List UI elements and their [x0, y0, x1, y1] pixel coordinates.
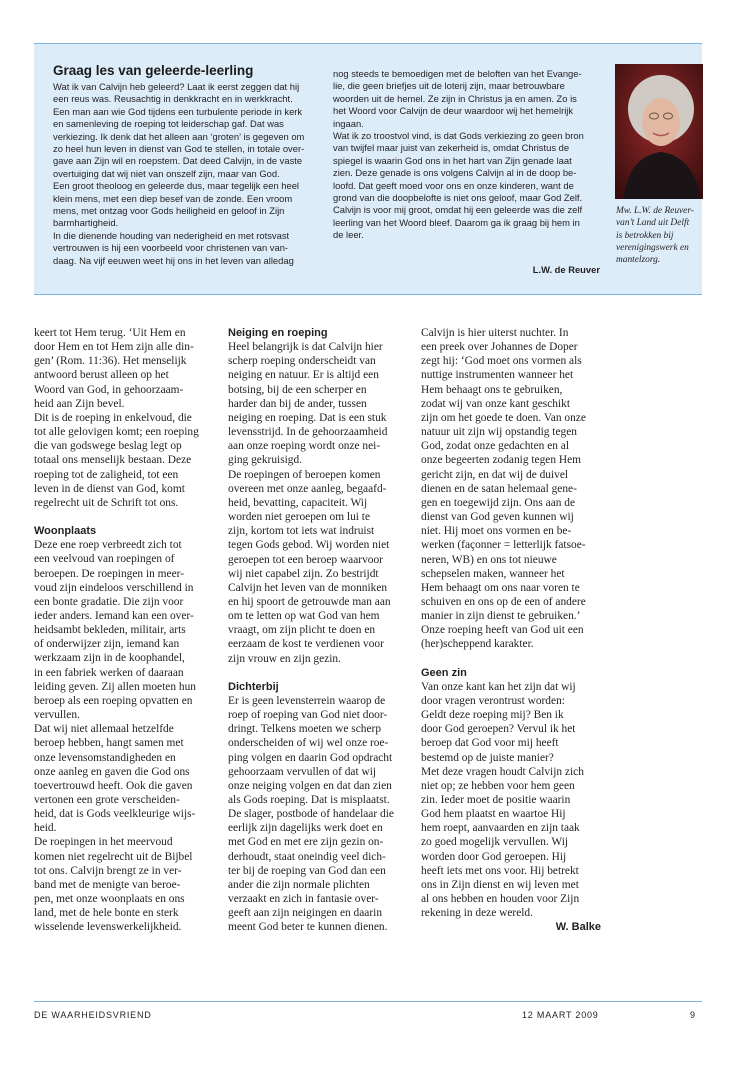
text-line: Calvijn het leven van de monniken: [228, 581, 388, 594]
text-line: schepselen maken, wanneer het: [421, 567, 565, 580]
text-line: De roepingen in het meervoud: [34, 836, 173, 849]
text-line: tegen Gods gebod. Wij worden niet: [228, 539, 390, 552]
text-line: Dit is de roeping in enkelvoud, die: [34, 411, 192, 424]
text-line: ons in Zijn dienst en wij leven met: [421, 878, 579, 891]
text-line: worden door God geroepen. Hij: [421, 850, 567, 863]
text-line: lie, die geen briefjes uit de loterij zijn, maar betrouwbare: [333, 80, 565, 92]
paragraph: [228, 340, 408, 666]
text-line: werken (façonner = letterlijk fatsoe-: [421, 539, 586, 552]
text-line: onze neiging volgen en dat dan zien: [228, 779, 392, 792]
text-line: spiegel is waarin God ons in het hart van Zijn genade laat: [333, 154, 572, 166]
text-line: vertrouwen is hij een voorbeeld voor christenen van van-: [53, 242, 289, 254]
photo-caption: [616, 205, 706, 266]
text-line: Wat ik zo troostvol vind, is dat Gods verkiezing zo geen bron: [333, 130, 584, 142]
text-line: het Woord voor Calvijn de deur waardoor wij het hemelrijk: [333, 105, 574, 117]
subheading-dichterbij: Dichterbij: [228, 680, 279, 693]
text-line: een preek over Johannes de Doper: [421, 341, 578, 354]
text-line: beroep als een roeping opvatten en: [34, 694, 193, 707]
text-line: grond van die doopbelofte is niet ons geloof, maar God Zelf.: [333, 192, 583, 204]
text-line: heeft iets met ons voor. Hij betrekt: [421, 864, 579, 877]
text-line: Met deze vragen houdt Calvijn zich: [421, 765, 584, 778]
text-line: onze aanleg en gaven die God ons: [34, 765, 190, 778]
text-line: vertonen een grote verscheiden-: [34, 794, 180, 806]
text-line: als Gods roeping. Dat is misplaatst.: [228, 794, 390, 806]
text-line: komen niet regelrecht uit de Bijbel: [34, 850, 193, 863]
footer-publication: DE WAARHEIDSVRIEND: [34, 1010, 152, 1020]
text-line: toevertrouwd heeft. Ook die gaven: [34, 779, 193, 792]
text-line: overeen met onze aanleg, begaafd-: [228, 482, 387, 495]
text-line: totaal ons menselijk bestaan. Deze: [34, 454, 192, 467]
text-line: onze begeerten zodanig tegen Hem: [421, 454, 582, 467]
text-line: zijn om het goede te doen. Van onze: [421, 411, 586, 424]
text-line: meent God beter te kunnen dienen.: [228, 921, 388, 934]
text-line: tot alle gelovigen komt; een roeping: [34, 426, 199, 439]
text-line: dringt. Telkens moeten we scherp: [228, 723, 382, 736]
text-line: keert tot Hem terug. ‘Uit Hem en: [34, 327, 186, 339]
text-line: Calvijn is hier uiterst nuchter. In: [421, 327, 569, 339]
text-line: neiging en roeping. Dat is een stuk: [228, 411, 387, 424]
box-column-1: [53, 81, 325, 267]
text-line: neren, WB) en ons tot nieuwe: [421, 553, 557, 566]
text-line: om te letten op wat God van hem: [228, 610, 380, 623]
text-line: derhoudt, staat oneindig veel dich-: [228, 850, 386, 863]
box-signature: L.W. de Reuver: [532, 264, 600, 275]
text-line: Er is geen levensterrein waarop de: [228, 694, 386, 707]
article-column-1: [34, 326, 212, 935]
text-line: ingaan.: [333, 117, 364, 129]
text-line: antwoord berust alleen op het: [34, 369, 169, 382]
text-line: roep of roeping van God niet door-: [228, 709, 388, 722]
text-line: van twijfel maar juist van zekerheid is, omdat Christus de: [333, 142, 570, 154]
text-line: onze levensomstandigheden en: [34, 751, 176, 764]
text-line: Geldt deze roeping mij? Ben ik: [421, 709, 564, 722]
text-line: Dat wij niet allemaal hetzelfde: [34, 723, 174, 736]
text-line: band met de menigte van beroe-: [34, 878, 181, 891]
text-line: manier in zijn dienst te gebruiken.’: [421, 610, 581, 623]
text-line: dienen en de satan helemaal gene-: [421, 482, 577, 495]
text-line: leven in de dienst van God, komt: [34, 482, 185, 495]
text-line: voud zijn eindeloos verschillend in: [34, 581, 194, 594]
text-line: door vragen verontrust worden:: [421, 694, 565, 707]
text-line: werkzaam zijn in de koophandel,: [34, 652, 185, 665]
text-line: niet op; ze hebben voor hem geen: [421, 779, 575, 792]
text-line: neiging en natuur. Er is altijd een: [228, 369, 379, 382]
text-line: nog steeds te bemoedigen met de beloften van het Evange-: [333, 68, 582, 79]
text-line: zijn vrouw en zijn gezin.: [228, 652, 341, 665]
text-line: onderscheiden of wij wel onze roe-: [228, 737, 389, 750]
text-line: zo heel hun leven in dienst van God te stellen, in totale over-: [53, 143, 305, 155]
text-line: gave aan Zijn wil en roepstem. Dat deed Calvijn, in de vaste: [53, 155, 303, 167]
text-line: eerlijk zijn dagelijks werk doet en: [228, 822, 383, 835]
text-line: heid, bevatting, capaciteit. Wij: [228, 496, 368, 509]
text-line: heid.: [34, 822, 57, 835]
text-line: De roepingen of beroepen komen: [228, 468, 381, 481]
text-line: zien. Deze genade is ons volgens Calvijn al in de doop be-: [333, 167, 577, 179]
text-line: door God geroepen? Vervul ik het: [421, 723, 576, 736]
text-line: Van onze kant kan het zijn dat wij: [421, 680, 576, 693]
text-line: Hem behaagt ons te gebruiken,: [421, 383, 563, 396]
author-photo: [615, 64, 703, 199]
text-line: ping volgen en daarin God opdracht: [228, 751, 393, 764]
text-line: die van godswege beslag legt op: [34, 440, 182, 453]
text-line: roeping tot de zaligheid, tot een: [34, 468, 179, 481]
text-line: leiding geven. Zij allen moeten hun: [34, 680, 196, 693]
box-title: Graag les van geleerde-leerling: [53, 63, 254, 78]
text-line: is betrokken bij: [616, 230, 674, 241]
text-line: gehoorzaam vervullen of dat wij: [228, 765, 377, 778]
subheading-geen-zin: Geen zin: [421, 666, 467, 679]
text-line: De slager, postbode of handelaar die: [228, 808, 394, 821]
text-line: wij niet capabel zijn. Zo bestrijdt: [228, 567, 379, 580]
text-line: In die dienende houding van nederigheid en met rotsvast: [53, 229, 290, 241]
text-line: leerling van het Woord bleef. Daarom ga ik graag bij hem in: [333, 216, 580, 228]
text-line: schuiven en ons op de een of andere: [421, 595, 586, 608]
text-line: heidsambt bekleden, militair, arts: [34, 624, 186, 637]
subheading-woonplaats: Woonplaats: [34, 525, 97, 538]
text-line: gen’ (Rom. 11:36). Het menselijk: [34, 355, 187, 368]
text-line: of onderwijzer zijn, iemand kan: [34, 638, 180, 651]
text-line: woorden uit de hemel. Ze zijn in Christus ja en amen. Zo is: [333, 92, 577, 104]
text-line: zin. Ieder moet de positie waarin: [421, 794, 571, 806]
text-line: een reus was. Reusachtig in denkkracht en in werkkracht.: [53, 93, 293, 105]
text-line: (her)scheppend karakter.: [421, 638, 534, 651]
text-line: gen en toegewijd zijn. Ons aan de: [421, 496, 576, 509]
text-line: barmhartigheid.: [53, 217, 119, 229]
text-line: met God en met ere zijn gezin on-: [228, 836, 384, 849]
text-line: vraagt, om zijn plicht te doen en: [228, 624, 376, 637]
text-line: mantelzorg.: [616, 255, 661, 266]
footer-date: 12 MAART 2009: [522, 1010, 599, 1020]
text-line: heid, dat is Gods veelkleurige wijs-: [34, 808, 196, 821]
footer-divider: [34, 1001, 702, 1002]
text-line: daag. Na vijf eeuwen weet hij ons in het leven van alledag: [53, 254, 294, 266]
text-line: verkiezing. Ik denk dat het alleen aan ‘groten’ is gegeven om: [53, 130, 305, 142]
text-line: beroepen. De roepingen in meer-: [34, 567, 184, 580]
text-line: verzaakt en zich in fantasie over-: [228, 893, 379, 906]
text-line: wisselende levenswerkelijkheid.: [34, 921, 182, 934]
text-line: regelrecht uit de Schrift tot ons.: [34, 496, 179, 509]
text-line: een bonte gradatie. Die zijn voor: [34, 595, 184, 608]
text-line: tot ons. Calvijn brengt ze in ver-: [34, 864, 182, 877]
text-line: verenigingswerk en: [616, 242, 689, 253]
text-line: geroepen tot een beroep waarvoor: [228, 553, 383, 566]
text-line: dienst van God geven kunnen wij: [421, 511, 574, 524]
paragraph: [421, 326, 601, 652]
text-line: heid aan Zijn bevel.: [34, 397, 125, 410]
text-line: niet. Hij moet ons vormen en be-: [421, 525, 572, 538]
text-line: een veelvoud van roepingen of: [34, 553, 175, 566]
text-line: pen, met onze woonplaats en ons: [34, 893, 185, 906]
text-line: zijn, kortom tot iets wat indruist: [228, 525, 375, 538]
text-line: Calvijn is voor mij groot, omdat hij een geleerde was die zelf: [333, 204, 583, 216]
text-line: God hem plaatst en waartoe Hij: [421, 808, 566, 821]
text-line: Wat ik van Calvijn heb geleerd? Laat ik eerst zeggen dat hij: [53, 81, 300, 92]
text-line: Woord van God, in gehoorzaam-: [34, 383, 184, 396]
text-line: gericht zijn, en dat wij de duivel: [421, 468, 569, 481]
text-line: Heel belangrijk is dat Calvijn hier: [228, 341, 383, 354]
text-line: bestemd op de juiste manier?: [421, 751, 554, 764]
text-line: al ons hebben en houden voor Zijn: [421, 893, 580, 906]
text-line: zo goed mogelijk vervullen. Wij: [421, 836, 569, 849]
text-line: loofd. Dat geeft moed voor ons en onze kinderen, want de: [333, 179, 574, 191]
text-line: eerzaam de kost te verdienen voor: [228, 638, 384, 651]
text-line: Mw. L.W. de Reuver-: [616, 206, 694, 216]
text-line: natuur uit zijn wij opstandig tegen: [421, 426, 577, 439]
paragraph: [34, 538, 212, 934]
text-line: van’t Land uit Delft: [616, 218, 690, 229]
text-line: rekening in deze wereld.: [421, 907, 533, 920]
text-line: mens, met ontzag voor Gods heiligheid en geloof in Zijn: [53, 205, 285, 217]
text-line: Hem behaagt om ons naar voren te: [421, 581, 580, 594]
article-signature: W. Balke: [555, 921, 601, 934]
box-column-2: [333, 68, 599, 242]
text-line: Een groot theoloog en geleerde dus, maar tegelijk een heel: [53, 180, 300, 192]
text-line: zegt hij: ‘God moet ons vormen als: [421, 355, 582, 368]
text-line: God, zodat onze gedachten en al: [421, 440, 570, 453]
text-line: beroep dat God voor mij heeft: [421, 737, 559, 750]
text-line: Deze ene roep verbreedt zich tot: [34, 539, 182, 552]
text-line: aan onze roeping wordt onze nei-: [228, 440, 381, 453]
text-line: Onze roeping heeft van God uit een: [421, 624, 584, 637]
text-line: harder dan bij de ander, tussen: [228, 397, 367, 410]
text-line: overtuiging dat wij niet van onszelf zijn, maar van God.: [53, 167, 280, 179]
text-line: klein mens, met een diep besef van de zonde. Een vroom: [53, 192, 293, 204]
text-line: ander die zijn normale plichten: [228, 878, 370, 891]
text-line: vervullen.: [34, 709, 80, 722]
subheading-neiging-en-roeping: Neiging en roeping: [228, 327, 328, 339]
text-line: worden niet geroepen om lui te: [228, 511, 371, 524]
text-line: in een fabriek werken of daaraan: [34, 666, 184, 679]
article-column-3: [421, 326, 601, 935]
paragraph: [228, 694, 408, 935]
text-line: en samenleving de roeping tot leiderschap gaf. Dat was: [53, 118, 284, 130]
text-line: scherp roeping onderscheidt van: [228, 355, 376, 368]
paragraph: [34, 326, 212, 510]
article-column-2: [228, 326, 408, 935]
text-line: en hij spoort de getrouwde man aan: [228, 595, 391, 608]
text-line: beroep hebben, hangt samen met: [34, 737, 184, 750]
text-line: door Hem en tot Hem zijn alle din-: [34, 341, 194, 354]
text-line: Een man aan wie God tijdens een turbulente periode in kerk: [53, 105, 303, 117]
text-line: zodat wij van onze kant geschikt: [421, 397, 570, 410]
text-line: botsing, bij de een scherper en: [228, 383, 367, 396]
text-line: geeft aan zijn neigingen en daarin: [228, 907, 383, 920]
paragraph: [421, 680, 601, 921]
text-line: land, met de hele bonte en sterk: [34, 907, 179, 920]
text-line: ieder anders. Iemand kan een over-: [34, 609, 194, 622]
text-line: nuttige instrumenten wanneer het: [421, 369, 574, 382]
text-line: ging gekruisigd.: [228, 454, 303, 467]
text-line: hem roept, aanvaarden en zijn taak: [421, 822, 580, 835]
text-line: ter bij de roeping van God dan een: [228, 864, 386, 877]
text-line: de leer.: [333, 229, 364, 241]
text-line: levensstrijd. In de gehoorzaamheid: [228, 426, 388, 439]
page-number: 9: [690, 1010, 696, 1020]
